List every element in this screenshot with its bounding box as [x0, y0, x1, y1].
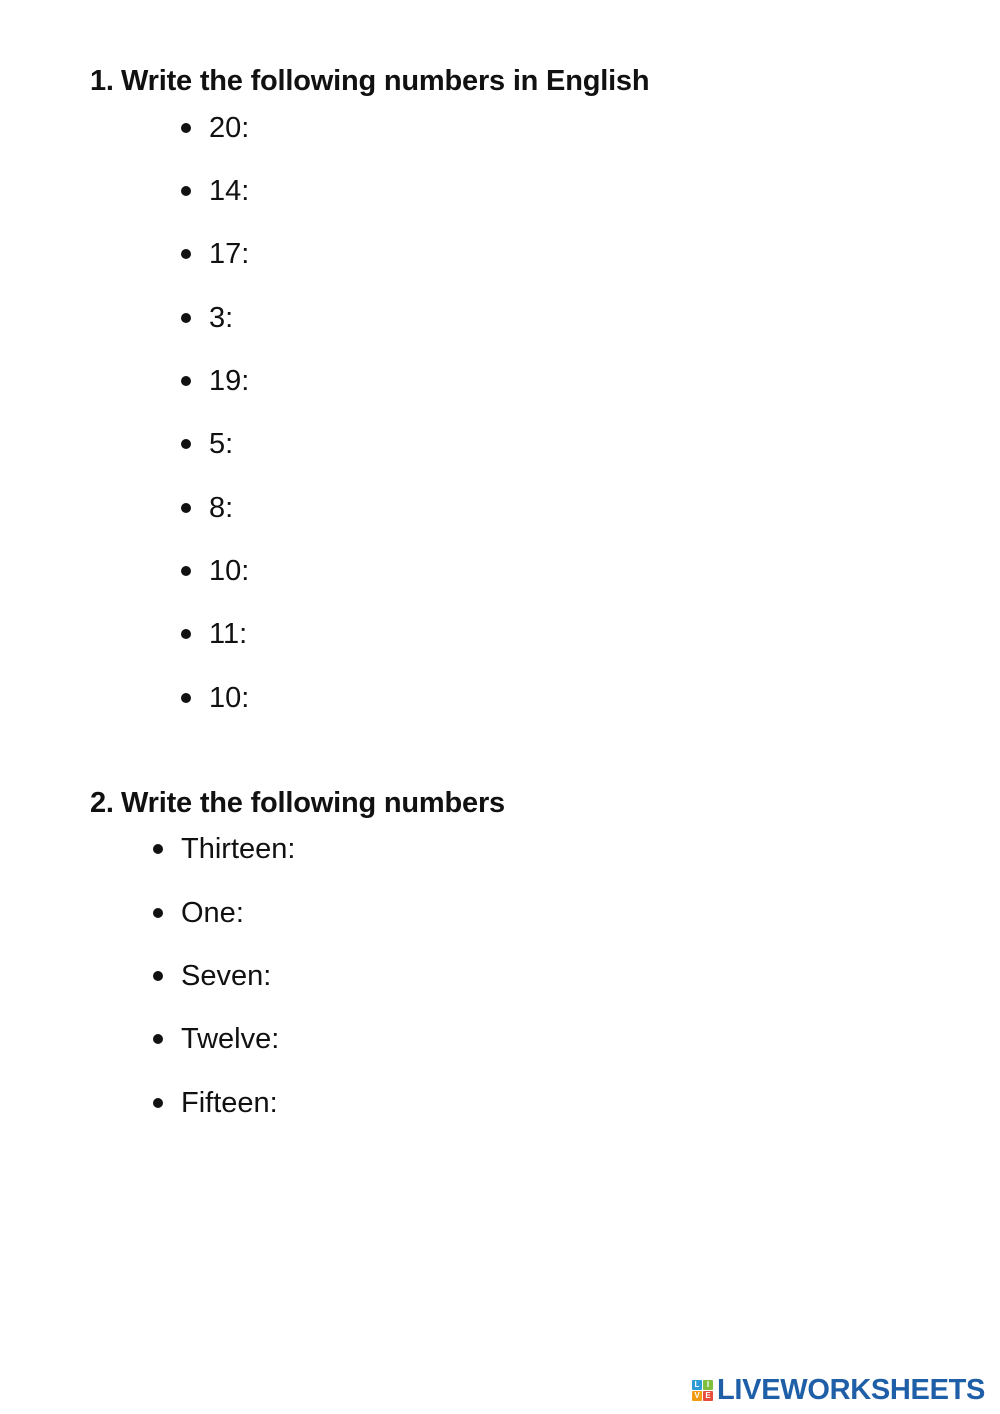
list-item-label: Twelve:	[181, 1023, 280, 1055]
bullet-icon	[153, 971, 163, 981]
list-item-label: 19:	[209, 365, 250, 397]
list-item-label: One:	[181, 897, 244, 929]
logo-mark-tile: V	[692, 1391, 702, 1401]
list-item-label: 17:	[209, 238, 250, 270]
bullet-icon	[181, 629, 191, 639]
answer-field[interactable]	[262, 237, 866, 273]
list-item-label: Seven:	[181, 960, 272, 992]
list-item	[209, 173, 249, 209]
list-item	[209, 363, 249, 399]
section-2-heading	[90, 785, 505, 821]
list-item-label: 10:	[209, 555, 250, 587]
answer-field[interactable]	[281, 959, 878, 995]
list-item	[209, 426, 233, 462]
list-item-label: Fifteen:	[181, 1087, 278, 1119]
list-item	[209, 616, 247, 652]
list-item	[181, 1085, 278, 1121]
answer-field[interactable]	[314, 832, 878, 868]
list-item-label: 3:	[209, 302, 234, 334]
list-item	[181, 958, 271, 994]
section-1-number: 1.	[90, 65, 114, 97]
list-item-label: 14:	[209, 175, 250, 207]
list-item-label: Thirteen:	[181, 833, 296, 865]
bullet-icon	[181, 503, 191, 513]
bullet-icon	[153, 1098, 163, 1108]
bullet-icon	[181, 566, 191, 576]
answer-field[interactable]	[295, 1086, 878, 1122]
list-item	[209, 110, 249, 146]
section-2-title: Write the following numbers	[121, 787, 505, 819]
list-item-label: 11:	[209, 618, 248, 650]
bullet-icon	[181, 693, 191, 703]
logo-mark-tile: E	[703, 1391, 713, 1401]
answer-field[interactable]	[245, 427, 866, 463]
bullet-icon	[181, 376, 191, 386]
answer-field[interactable]	[262, 364, 866, 400]
bullet-icon	[181, 186, 191, 196]
list-item-label: 8:	[209, 492, 234, 524]
bullet-icon	[153, 908, 163, 918]
list-item	[209, 236, 249, 272]
list-item-label: 5:	[209, 428, 234, 460]
liveworksheets-logo	[692, 1373, 985, 1407]
logo-mark-tile: L	[692, 1380, 702, 1390]
list-item	[209, 300, 233, 336]
answer-field[interactable]	[245, 491, 866, 527]
answer-field[interactable]	[256, 896, 878, 932]
list-item	[209, 680, 249, 716]
answer-field[interactable]	[262, 554, 866, 590]
section-1-title: Write the following numbers in English	[121, 65, 650, 97]
list-item-label: 20:	[209, 112, 250, 144]
list-item-label: 10:	[209, 682, 250, 714]
list-item	[209, 490, 233, 526]
list-item	[181, 1021, 279, 1057]
answer-field[interactable]	[262, 681, 866, 717]
answer-field[interactable]	[296, 1022, 878, 1058]
section-1-heading	[90, 63, 649, 99]
bullet-icon	[181, 439, 191, 449]
answer-field[interactable]	[262, 111, 866, 147]
bullet-icon	[181, 249, 191, 259]
section-2-number: 2.	[90, 787, 114, 819]
liveworksheets-logo-icon	[692, 1380, 713, 1401]
liveworksheets-logo-text: LIVEWORKSHEETS	[717, 1373, 986, 1406]
list-item	[209, 553, 249, 589]
list-item	[181, 831, 295, 867]
bullet-icon	[181, 313, 191, 323]
bullet-icon	[153, 844, 163, 854]
logo-mark-tile: I	[703, 1380, 713, 1390]
answer-field[interactable]	[245, 301, 866, 337]
bullet-icon	[181, 123, 191, 133]
answer-field[interactable]	[262, 174, 866, 210]
bullet-icon	[153, 1034, 163, 1044]
answer-field[interactable]	[262, 617, 866, 653]
list-item	[181, 895, 244, 931]
